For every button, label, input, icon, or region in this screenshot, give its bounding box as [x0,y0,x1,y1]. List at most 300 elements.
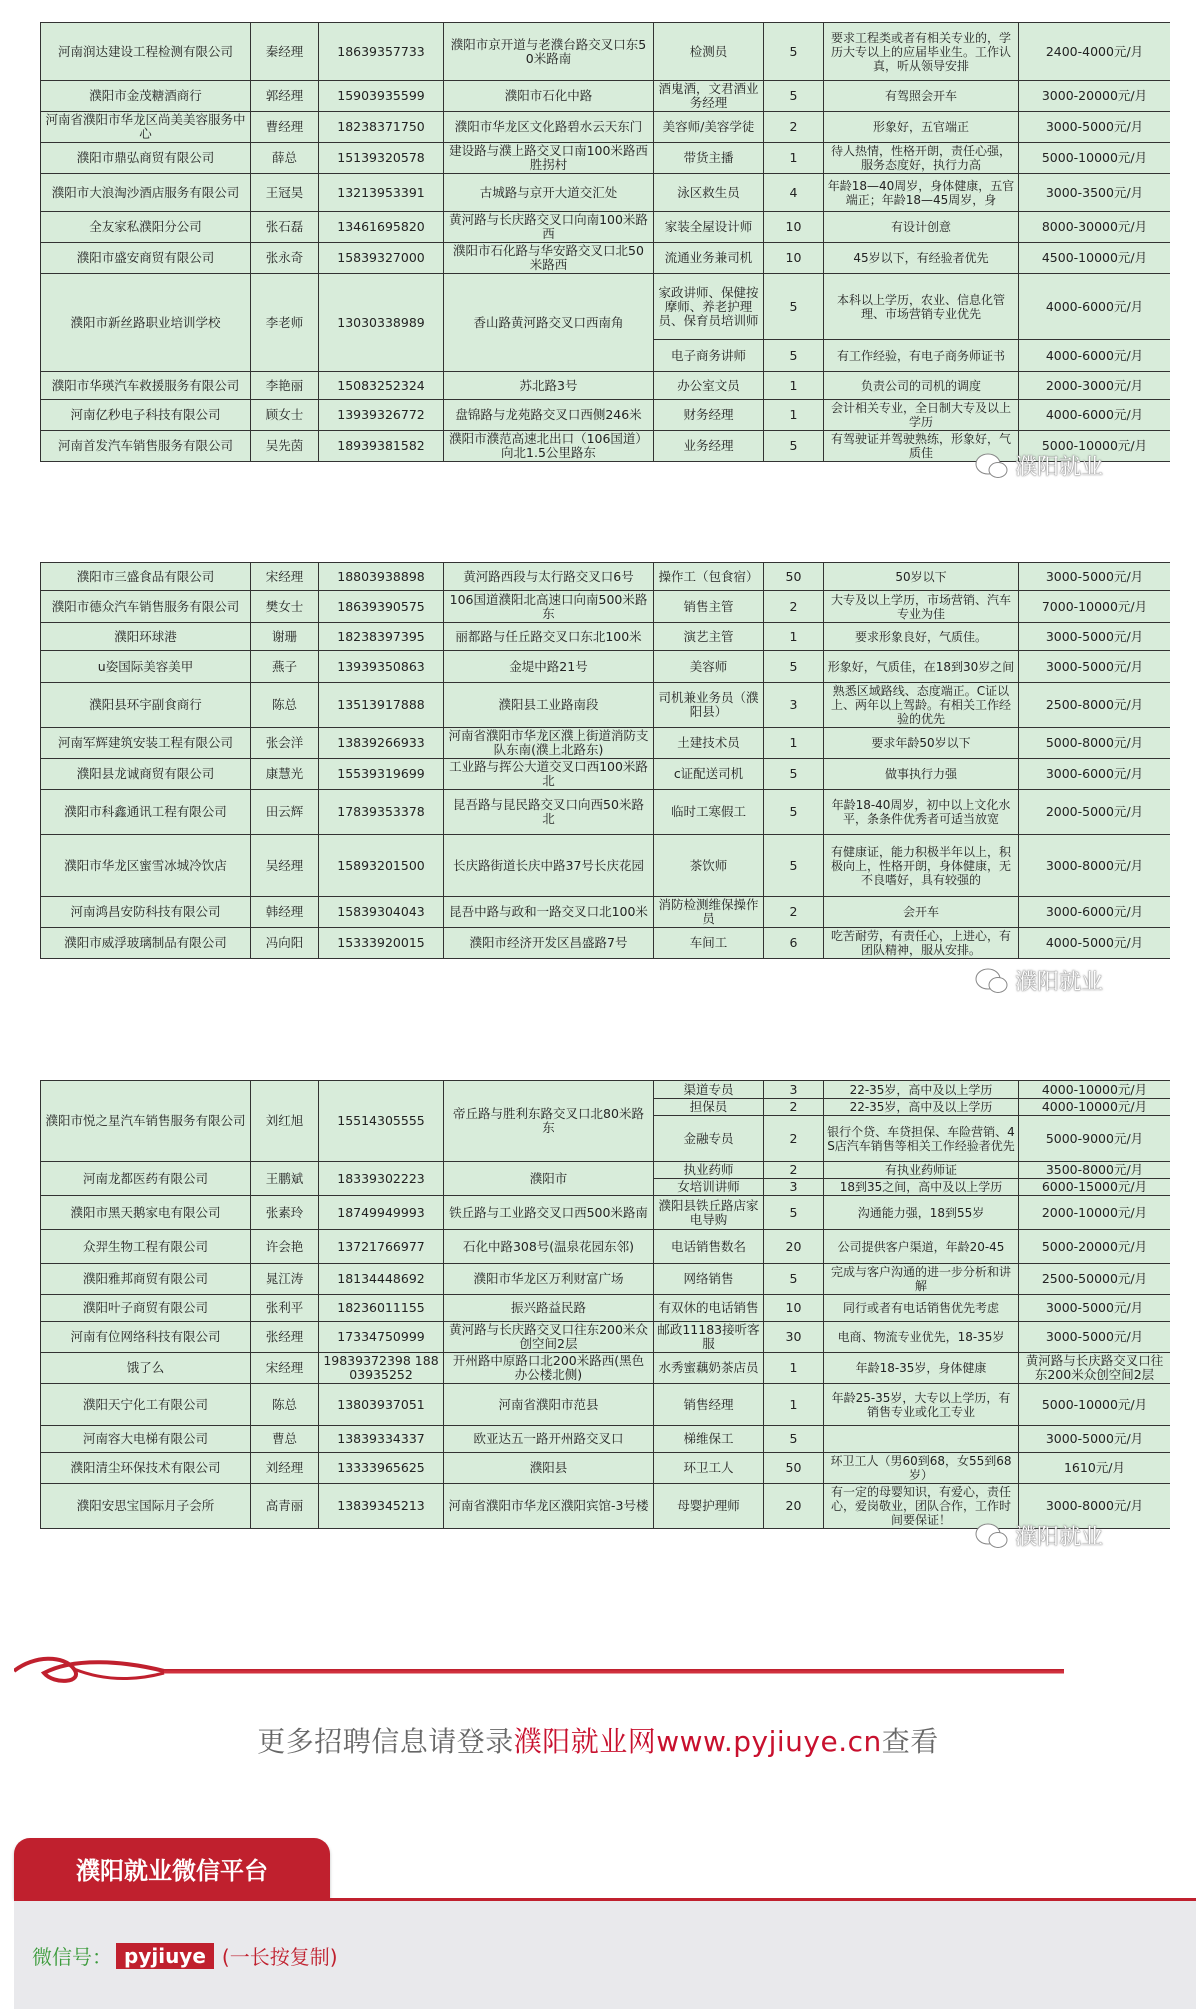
address-cell: 河南省濮阳市华龙区濮上街道消防支队东南(濮上北路东) [444,728,654,759]
table-row [41,651,1171,683]
phone-cell: 13839345213 [319,1484,444,1529]
job-table [40,1080,1170,1529]
headcount-cell: 2 [764,591,824,623]
promo-prefix: 更多招聘信息请登录 [257,1725,514,1758]
company-cell: 河南亿秒电子科技有限公司 [41,400,251,431]
requirement-cell: 有设计创意 [824,212,1019,243]
position-cell: 女培训讲师 [654,1179,764,1196]
requirement-cell: 本科以上学历，农业、信息化管理、市场营销专业优先 [824,274,1019,340]
salary-cell: 4500-10000元/月 [1019,243,1171,274]
position-cell: 邮政11183接听客服 [654,1322,764,1353]
headcount-cell: 20 [764,1484,824,1529]
contact-cell: 宋经理 [251,1353,319,1384]
contact-cell: 张会洋 [251,728,319,759]
phone-cell: 15539319699 [319,759,444,790]
position-cell: 财务经理 [654,400,764,431]
headcount-cell: 5 [764,835,824,897]
company-cell: 濮阳环球港 [41,623,251,651]
job-table-2 [40,562,1170,1030]
address-cell: 振兴路益民路 [444,1295,654,1322]
table-row [41,1196,1171,1230]
contact-cell: 宋经理 [251,563,319,591]
salary-cell: 3500-8000元/月 [1019,1162,1171,1179]
phone-cell: 13803937051 [319,1384,444,1426]
address-cell: 欧亚达五一路开州路交叉口 [444,1426,654,1453]
address-cell: 濮阳市华龙区万利财富广场 [444,1264,654,1295]
table-row [41,759,1171,790]
salary-cell: 7000-10000元/月 [1019,591,1171,623]
requirement-cell: 年龄18—40周岁，身体健康，五官端正；年龄18—45周岁，身 [824,174,1019,212]
table-row [41,728,1171,759]
position-cell: 业务经理 [654,431,764,462]
address-cell: 铁丘路与工业路交叉口西500米路南 [444,1196,654,1230]
address-cell: 河南省濮阳市华龙区濮阳宾馆-3号楼 [444,1484,654,1529]
contact-cell: 冯向阳 [251,928,319,959]
requirement-cell: 有工作经验，有电子商务师证书 [824,340,1019,372]
salary-cell: 3000-8000元/月 [1019,1484,1171,1529]
phone-cell: 18939381582 [319,431,444,462]
headcount-cell: 2 [764,1162,824,1179]
salary-cell: 5000-8000元/月 [1019,728,1171,759]
requirement-cell: 同行或者有电话销售优先考虑 [824,1295,1019,1322]
red-ribbon-divider [14,1651,1064,1691]
salary-cell: 3000-5000元/月 [1019,1295,1171,1322]
position-cell: 销售经理 [654,1384,764,1426]
requirement-cell: 会开车 [824,897,1019,928]
company-cell: 河南省濮阳市华龙区尚美美容服务中心 [41,112,251,143]
headcount-cell: 30 [764,1322,824,1353]
requirement-cell: 公司提供客户渠道，年龄20-45 [824,1230,1019,1264]
position-cell: c证配送司机 [654,759,764,790]
requirement-cell: 22-35岁，高中及以上学历 [824,1081,1019,1099]
phone-cell: 18749949993 [319,1196,444,1230]
phone-cell: 17334750999 [319,1322,444,1353]
phone-cell: 13333965625 [319,1453,444,1484]
contact-cell: 康慧光 [251,759,319,790]
table-row [41,1230,1171,1264]
table-row [41,112,1171,143]
salary-cell: 1610元/月 [1019,1453,1171,1484]
table-row [41,623,1171,651]
promo-site-link[interactable]: 濮阳就业网 [513,1725,657,1758]
position-cell: 检测员 [654,23,764,81]
contact-cell: 顾女士 [251,400,319,431]
address-cell: 濮阳市 [444,1162,654,1196]
headcount-cell: 20 [764,1230,824,1264]
table-row [41,431,1171,462]
headcount-cell: 3 [764,1081,824,1099]
phone-cell: 13839266933 [319,728,444,759]
company-cell: 濮阳市华龙区蜜雪冰城冷饮店 [41,835,251,897]
headcount-cell: 5 [764,1196,824,1230]
salary-cell: 3000-5000元/月 [1019,1426,1171,1453]
position-cell: 办公室文员 [654,372,764,400]
requirement-cell: 有驾照会开车 [824,81,1019,112]
company-cell: 全友家私濮阳分公司 [41,212,251,243]
position-cell: 执业药师 [654,1162,764,1179]
phone-cell: 18339302223 [319,1162,444,1196]
company-cell: 河南军辉建筑安装工程有限公司 [41,728,251,759]
wechat-platform-title: 濮阳就业微信平台 [76,1856,268,1885]
phone-cell: 18236011155 [319,1295,444,1322]
salary-cell: 4000-6000元/月 [1019,274,1171,340]
salary-cell: 2000-3000元/月 [1019,372,1171,400]
wechat-label: 微信号： [32,1945,112,1969]
position-cell: 酒鬼酒，文君酒业务经理 [654,81,764,112]
address-cell: 黄河路西段与太行路交叉口6号 [444,563,654,591]
promo-text [0,1720,1196,1760]
company-cell: 濮阳市悦之星汽车销售服务有限公司 [41,1081,251,1162]
table-row [41,1295,1171,1322]
contact-cell: 李老师 [251,274,319,372]
position-cell: 担保员 [654,1099,764,1116]
headcount-cell: 5 [764,651,824,683]
company-cell: 濮阳市鼎弘商贸有限公司 [41,143,251,174]
phone-cell: 13030338989 [319,274,444,372]
requirement-cell: 负责公司的司机的调度 [824,372,1019,400]
position-cell: 母婴护理师 [654,1484,764,1529]
salary-cell: 5000-9000元/月 [1019,1116,1171,1162]
contact-cell: 张石磊 [251,212,319,243]
headcount-cell: 5 [764,790,824,835]
phone-cell: 15839327000 [319,243,444,274]
salary-cell: 4000-10000元/月 [1019,1081,1171,1099]
headcount-cell: 5 [764,1264,824,1295]
position-cell: 网络销售 [654,1264,764,1295]
wechat-platform-tab [14,1838,330,1898]
contact-cell: 许会艳 [251,1230,319,1264]
address-cell: 河南省濮阳市范县 [444,1384,654,1426]
table-row [41,143,1171,174]
salary-cell: 3000-3500元/月 [1019,174,1171,212]
wechat-id[interactable]: pyjiuye [116,1943,214,1969]
table-row [41,835,1171,897]
table-row [41,1322,1171,1353]
position-cell: 土建技术员 [654,728,764,759]
contact-cell: 王冠昊 [251,174,319,212]
company-cell: 濮阳天宁化工有限公司 [41,1384,251,1426]
contact-cell: 陈总 [251,683,319,728]
phone-cell: 15083252324 [319,372,444,400]
address-cell: 濮阳市濮范高速北出口（106国道）向北1.5公里路东 [444,431,654,462]
headcount-cell: 5 [764,1426,824,1453]
contact-cell: 谢珊 [251,623,319,651]
company-cell: 河南鸿昌安防科技有限公司 [41,897,251,928]
contact-cell: 李艳丽 [251,372,319,400]
table-row [41,1162,1171,1179]
position-cell: 演艺主管 [654,623,764,651]
contact-cell: 曹经理 [251,112,319,143]
table-row [41,563,1171,591]
table-row [41,243,1171,274]
company-cell: 濮阳市科鑫通讯工程有限公司 [41,790,251,835]
headcount-cell: 5 [764,81,824,112]
table-row [41,591,1171,623]
company-cell: 众羿生物工程有限公司 [41,1230,251,1264]
phone-cell: 18134448692 [319,1264,444,1295]
requirement-cell: 会计相关专业，全日制大专及以上学历 [824,400,1019,431]
salary-cell: 3000-6000元/月 [1019,759,1171,790]
wechat-id-bar [14,1898,1196,2009]
company-cell: 濮阳叶子商贸有限公司 [41,1295,251,1322]
company-cell: u姿国际美容美甲 [41,651,251,683]
company-cell: 濮阳市华瑛汽车救援服务有限公司 [41,372,251,400]
salary-cell: 4000-5000元/月 [1019,928,1171,959]
address-cell: 帝丘路与胜利东路交叉口北80米路东 [444,1081,654,1162]
address-cell: 昆吾路与昆民路交叉口向西50米路北 [444,790,654,835]
position-cell: 濮阳县铁丘路店家电导购 [654,1196,764,1230]
phone-cell: 18639390575 [319,591,444,623]
table-row [41,1426,1171,1453]
requirement-cell: 熟悉区域路线、态度端正。C证以上、两年以上驾龄。有相关工作经验的优先 [824,683,1019,728]
salary-cell: 4000-10000元/月 [1019,1099,1171,1116]
phone-cell: 13839334337 [319,1426,444,1453]
requirement-cell: 22-35岁，高中及以上学历 [824,1099,1019,1116]
salary-cell: 2500-8000元/月 [1019,683,1171,728]
address-cell: 106国道濮阳北高速口向南500米路东 [444,591,654,623]
headcount-cell: 2 [764,112,824,143]
promo-suffix: 查看 [881,1725,939,1758]
salary-cell: 4000-6000元/月 [1019,400,1171,431]
salary-cell: 3000-20000元/月 [1019,81,1171,112]
position-cell: 泳区救生员 [654,174,764,212]
headcount-cell: 10 [764,1295,824,1322]
position-cell: 车间工 [654,928,764,959]
headcount-cell: 3 [764,1179,824,1196]
table-row [41,928,1171,959]
salary-cell: 3000-5000元/月 [1019,112,1171,143]
headcount-cell: 2 [764,1099,824,1116]
salary-cell: 4000-6000元/月 [1019,340,1171,372]
headcount-cell: 1 [764,400,824,431]
requirement-cell: 要求形象良好，气质佳。 [824,623,1019,651]
salary-cell: 5000-20000元/月 [1019,1230,1171,1264]
company-cell: 濮阳市德众汽车销售服务有限公司 [41,591,251,623]
salary-cell: 2500-50000元/月 [1019,1264,1171,1295]
address-cell: 工业路与挥公大道交叉口西100米路北 [444,759,654,790]
job-table [40,22,1170,462]
phone-cell: 18238371750 [319,112,444,143]
salary-cell: 5000-10000元/月 [1019,431,1171,462]
phone-cell: 18803938898 [319,563,444,591]
requirement-cell: 45岁以下，有经验者优先 [824,243,1019,274]
position-cell: 销售主管 [654,591,764,623]
contact-cell: 高青丽 [251,1484,319,1529]
contact-cell: 曹总 [251,1426,319,1453]
table-row [41,23,1171,81]
address-cell: 濮阳市石化中路 [444,81,654,112]
headcount-cell: 10 [764,212,824,243]
phone-cell: 17839353378 [319,790,444,835]
address-cell: 濮阳市石化路与华安路交叉口北50米路西 [444,243,654,274]
salary-cell: 2000-10000元/月 [1019,1196,1171,1230]
company-cell: 濮阳市三盛食品有限公司 [41,563,251,591]
requirement-cell: 银行个贷、车贷担保、车险营销、4S店汽车销售等相关工作经验者优先 [824,1116,1019,1162]
table-row [41,1081,1171,1099]
headcount-cell: 1 [764,143,824,174]
headcount-cell: 2 [764,897,824,928]
requirement-cell: 做事执行力强 [824,759,1019,790]
company-cell: 濮阳市威浮玻璃制品有限公司 [41,928,251,959]
table-row [41,274,1171,340]
headcount-cell: 5 [764,23,824,81]
contact-cell: 樊女士 [251,591,319,623]
table-row [41,1264,1171,1295]
contact-cell: 张利平 [251,1295,319,1322]
position-cell: 家政讲师、保健按摩师、养老护理员、保育员培训师 [654,274,764,340]
company-cell: 濮阳雅邦商贸有限公司 [41,1264,251,1295]
position-cell: 美容师/美容学徒 [654,112,764,143]
phone-cell: 13461695820 [319,212,444,243]
contact-cell: 刘红旭 [251,1081,319,1162]
table-row [41,1353,1171,1384]
requirement-cell: 18到35之间，高中及以上学历 [824,1179,1019,1196]
position-cell: 有双休的电话销售 [654,1295,764,1322]
requirement-cell: 有一定的母婴知识，有爱心，责任心，爱岗敬业，团队合作，工作时间要保证！ [824,1484,1019,1529]
address-cell: 盘锦路与龙苑路交叉口西侧246米 [444,400,654,431]
table-row [41,1384,1171,1426]
contact-cell: 薛总 [251,143,319,174]
salary-cell: 3000-8000元/月 [1019,835,1171,897]
company-cell: 濮阳市黑天鹅家电有限公司 [41,1196,251,1230]
company-cell: 濮阳县龙诚商贸有限公司 [41,759,251,790]
contact-cell: 刘经理 [251,1453,319,1484]
table-row [41,897,1171,928]
address-cell: 石化中路308号(温泉花园东邻) [444,1230,654,1264]
position-cell: 操作工（包食宿） [654,563,764,591]
company-cell: 濮阳市大浪淘沙酒店服务有限公司 [41,174,251,212]
requirement-cell: 完成与客户沟通的进一步分析和讲解 [824,1264,1019,1295]
requirement-cell [824,1426,1019,1453]
position-cell: 消防检测维保操作员 [654,897,764,928]
phone-cell: 18238397395 [319,623,444,651]
phone-cell: 19839372398 18803935252 [319,1353,444,1384]
watermark: 濮阳就业 [975,450,1103,481]
headcount-cell: 1 [764,1384,824,1426]
headcount-cell: 5 [764,759,824,790]
address-cell: 苏北路3号 [444,372,654,400]
requirement-cell: 年龄18-40周岁，初中以上文化水平，条条件优秀者可适当放宽 [824,790,1019,835]
address-cell: 丽都路与任丘路交叉口东北100米 [444,623,654,651]
contact-cell: 田云辉 [251,790,319,835]
address-cell: 香山路黄河路交叉口西南角 [444,274,654,372]
phone-cell: 13939350863 [319,651,444,683]
salary-cell: 2000-5000元/月 [1019,790,1171,835]
company-cell: 濮阳清尘环保技术有限公司 [41,1453,251,1484]
phone-cell: 13513917888 [319,683,444,728]
position-cell: 家装全屋设计师 [654,212,764,243]
headcount-cell: 1 [764,1353,824,1384]
headcount-cell: 6 [764,928,824,959]
salary-cell: 3000-5000元/月 [1019,1322,1171,1353]
contact-cell: 吴经理 [251,835,319,897]
position-cell: 电子商务讲师 [654,340,764,372]
contact-cell: 王鹏斌 [251,1162,319,1196]
position-cell: 临时工寒假工 [654,790,764,835]
salary-cell: 6000-15000元/月 [1019,1179,1171,1196]
position-cell: 美容师 [654,651,764,683]
company-cell: 河南润达建设工程检测有限公司 [41,23,251,81]
table-row [41,683,1171,728]
headcount-cell: 2 [764,1116,824,1162]
requirement-cell: 吃苦耐劳，有责任心，上进心，有团队精神，服从安排。 [824,928,1019,959]
contact-cell: 郭经理 [251,81,319,112]
contact-cell: 秦经理 [251,23,319,81]
headcount-cell: 3 [764,683,824,728]
phone-cell: 18639357733 [319,23,444,81]
company-cell: 濮阳市盛安商贸有限公司 [41,243,251,274]
salary-cell: 3000-5000元/月 [1019,623,1171,651]
requirement-cell: 形象好，气质佳，在18到30岁之间 [824,651,1019,683]
company-cell: 濮阳安思宝国际月子会所 [41,1484,251,1529]
requirement-cell: 要求年龄50岁以下 [824,728,1019,759]
headcount-cell: 10 [764,243,824,274]
wechat-hint: (一长按复制) [221,1945,338,1969]
position-cell: 司机兼业务员（濮阳县） [654,683,764,728]
requirement-cell: 大专及以上学历，市场营销、汽车专业为佳 [824,591,1019,623]
phone-cell: 15514305555 [319,1081,444,1162]
table-row [41,174,1171,212]
company-cell: 濮阳市金茂糖酒商行 [41,81,251,112]
requirement-cell: 年龄18-35岁，身体健康 [824,1353,1019,1384]
position-cell: 带货主播 [654,143,764,174]
phone-cell: 13721766977 [319,1230,444,1264]
headcount-cell: 50 [764,1453,824,1484]
address-cell: 金堤中路21号 [444,651,654,683]
salary-cell: 5000-10000元/月 [1019,143,1171,174]
salary-cell: 3000-5000元/月 [1019,651,1171,683]
requirement-cell: 形象好，五官端正 [824,112,1019,143]
table-row [41,400,1171,431]
address-cell: 黄河路与长庆路交叉口向南100米路西 [444,212,654,243]
salary-cell: 3000-5000元/月 [1019,563,1171,591]
requirement-cell: 有健康证，能力积极半年以上，积极向上，性格开朗，身体健康，无不良嗜好，具有较强的 [824,835,1019,897]
contact-cell: 张经理 [251,1322,319,1353]
address-cell: 昆吾中路与政和一路交叉口北100米 [444,897,654,928]
watermark: 濮阳就业 [975,965,1103,996]
position-cell: 水秀蜜藕奶茶店员 [654,1353,764,1384]
headcount-cell: 50 [764,563,824,591]
table-row [41,372,1171,400]
company-cell: 河南有位网络科技有限公司 [41,1322,251,1353]
contact-cell: 吴先茵 [251,431,319,462]
company-cell: 濮阳县环宇副食商行 [41,683,251,728]
job-table-1 [40,22,1170,520]
phone-cell: 15839304043 [319,897,444,928]
company-cell: 河南龙都医药有限公司 [41,1162,251,1196]
headcount-cell: 1 [764,372,824,400]
table-row [41,1453,1171,1484]
salary-cell: 3000-6000元/月 [1019,897,1171,928]
contact-cell: 晁江涛 [251,1264,319,1295]
table-row [41,212,1171,243]
position-cell: 梯维保工 [654,1426,764,1453]
position-cell: 电话销售数名 [654,1230,764,1264]
phone-cell: 15333920015 [319,928,444,959]
contact-cell: 张素玲 [251,1196,319,1230]
contact-cell: 燕子 [251,651,319,683]
address-cell: 开州路中原路口北200米路西(黑色办公楼北侧) [444,1353,654,1384]
requirement-cell: 年龄25-35岁，大专以上学历，有销售专业或化工专业 [824,1384,1019,1426]
contact-cell: 韩经理 [251,897,319,928]
requirement-cell: 环卫工人（男60到68，女55到68岁） [824,1453,1019,1484]
headcount-cell: 5 [764,431,824,462]
promo-url-link[interactable]: www.pyjiuye.cn [656,1725,882,1758]
address-cell: 建设路与濮上路交叉口南100米路西胜拐村 [444,143,654,174]
address-cell: 黄河路与长庆路交叉口往东200米众创空间2层 [444,1322,654,1353]
position-cell: 金融专员 [654,1116,764,1162]
table-row [41,790,1171,835]
